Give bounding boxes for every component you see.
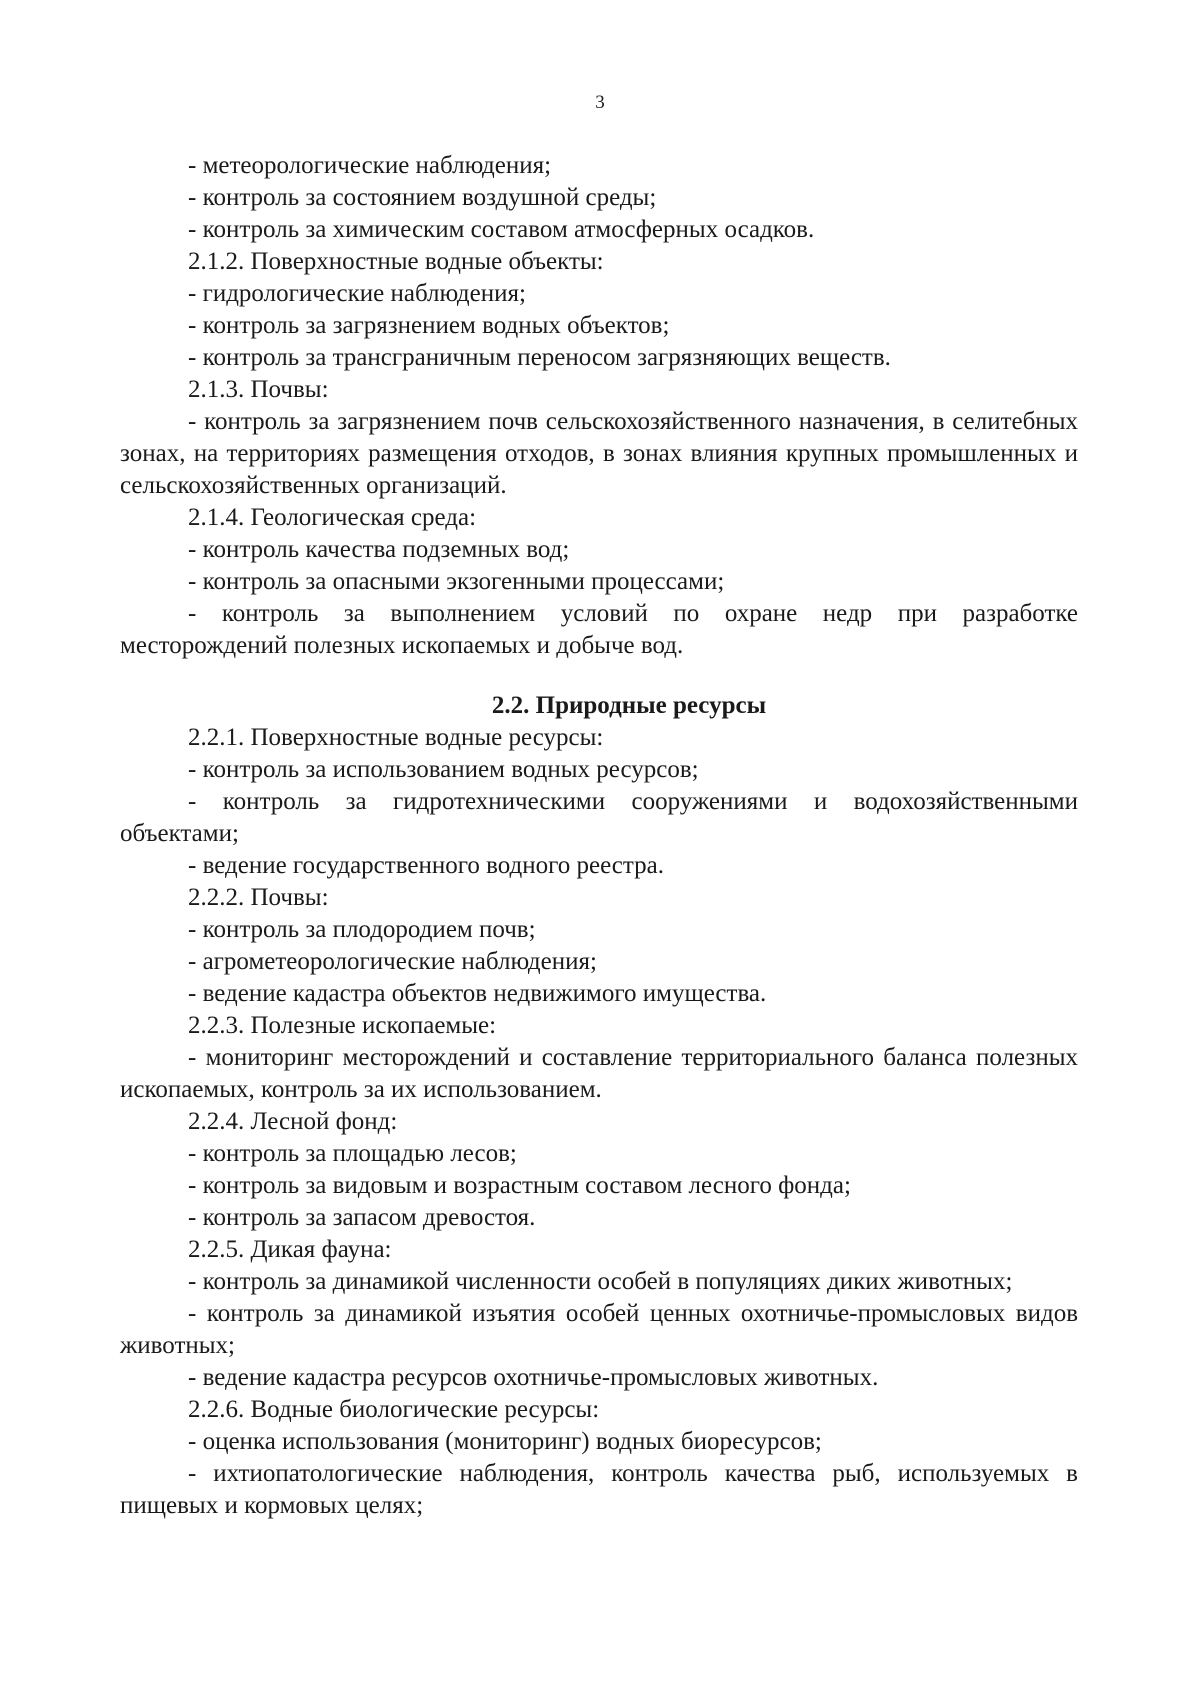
subsection-title: 2.2.5. Дикая фауна: [188,1236,392,1263]
subsection-title: 2.1.2. Поверхностные водные объекты: [188,248,604,275]
subsection-title: 2.2.3. Полезные ископаемые: [188,1012,497,1039]
list-item: - мониторинг месторождений и составление территориального баланса полезных ископаемых, контроль за их использованием. [120,1044,1078,1103]
list-item: - контроль за загрязнением водных объектов; [188,312,670,339]
list-item: - контроль качества подземных вод; [188,536,570,563]
subsection-title: 2.2.4. Лесной фонд: [188,1108,398,1135]
list-item: - контроль за динамикой изъятия особей ценных охотничье-промысловых видов животных; [120,1300,1078,1359]
list-item: - гидрологические наблюдения; [188,280,526,307]
list-item: - агрометеорологические наблюдения; [188,948,597,975]
list-item: - контроль за видовым и возрастным составом лесного фонда; [188,1172,851,1199]
document-body [120,150,1078,1522]
list-item: - метеорологические наблюдения; [188,152,552,179]
list-item: - оценка использования (мониторинг) водных биоресурсов; [188,1428,822,1455]
list-item: - контроль за загрязнением почв сельскохозяйственного назначения, в селитебных зонах, на территориях размещения отходов, в зонах влияния крупных промышленных и сельскохозяйственных организаций. [120,408,1078,499]
list-item: - контроль за динамикой численности особей в популяциях диких животных; [188,1268,1013,1295]
subsection-title: 2.2.6. Водные биологические ресурсы: [188,1396,600,1423]
list-item: - контроль за выполнением условий по охране недр при разработке месторождений полезных ископаемых и добыче вод. [120,600,1078,659]
list-item: - контроль за гидротехническими сооружениями и водохозяйственными объектами; [120,788,1078,847]
list-item: - контроль за трансграничным переносом загрязняющих веществ. [188,344,891,371]
subsection-title: 2.1.3. Почвы: [188,376,329,403]
list-item: - контроль за плодородием почв; [188,916,536,943]
list-item: - контроль за химическим составом атмосферных осадков. [188,216,815,243]
page-number: 3 [595,92,605,113]
section-heading: 2.2. Природные ресурсы [491,692,767,719]
list-item: - контроль за использованием водных ресурсов; [188,756,699,783]
list-item: - ведение кадастра объектов недвижимого имущества. [188,980,767,1007]
list-item: - ихтиопатологические наблюдения, контроль качества рыб, используемых в пищевых и кормовых целях; [120,1460,1078,1519]
list-item: - контроль за состоянием воздушной среды; [188,184,657,211]
list-item: - ведение кадастра ресурсов охотничье-промысловых животных. [188,1364,879,1391]
list-item: - контроль за опасными экзогенными процессами; [188,568,725,595]
subsection-title: 2.2.1. Поверхностные водные ресурсы: [188,724,604,751]
subsection-title: 2.1.4. Геологическая среда: [188,504,477,531]
list-item: - контроль за площадью лесов; [188,1140,517,1167]
list-item: - контроль за запасом древостоя. [188,1204,536,1231]
list-item: - ведение государственного водного реестра. [188,852,664,879]
subsection-title: 2.2.2. Почвы: [188,884,329,911]
